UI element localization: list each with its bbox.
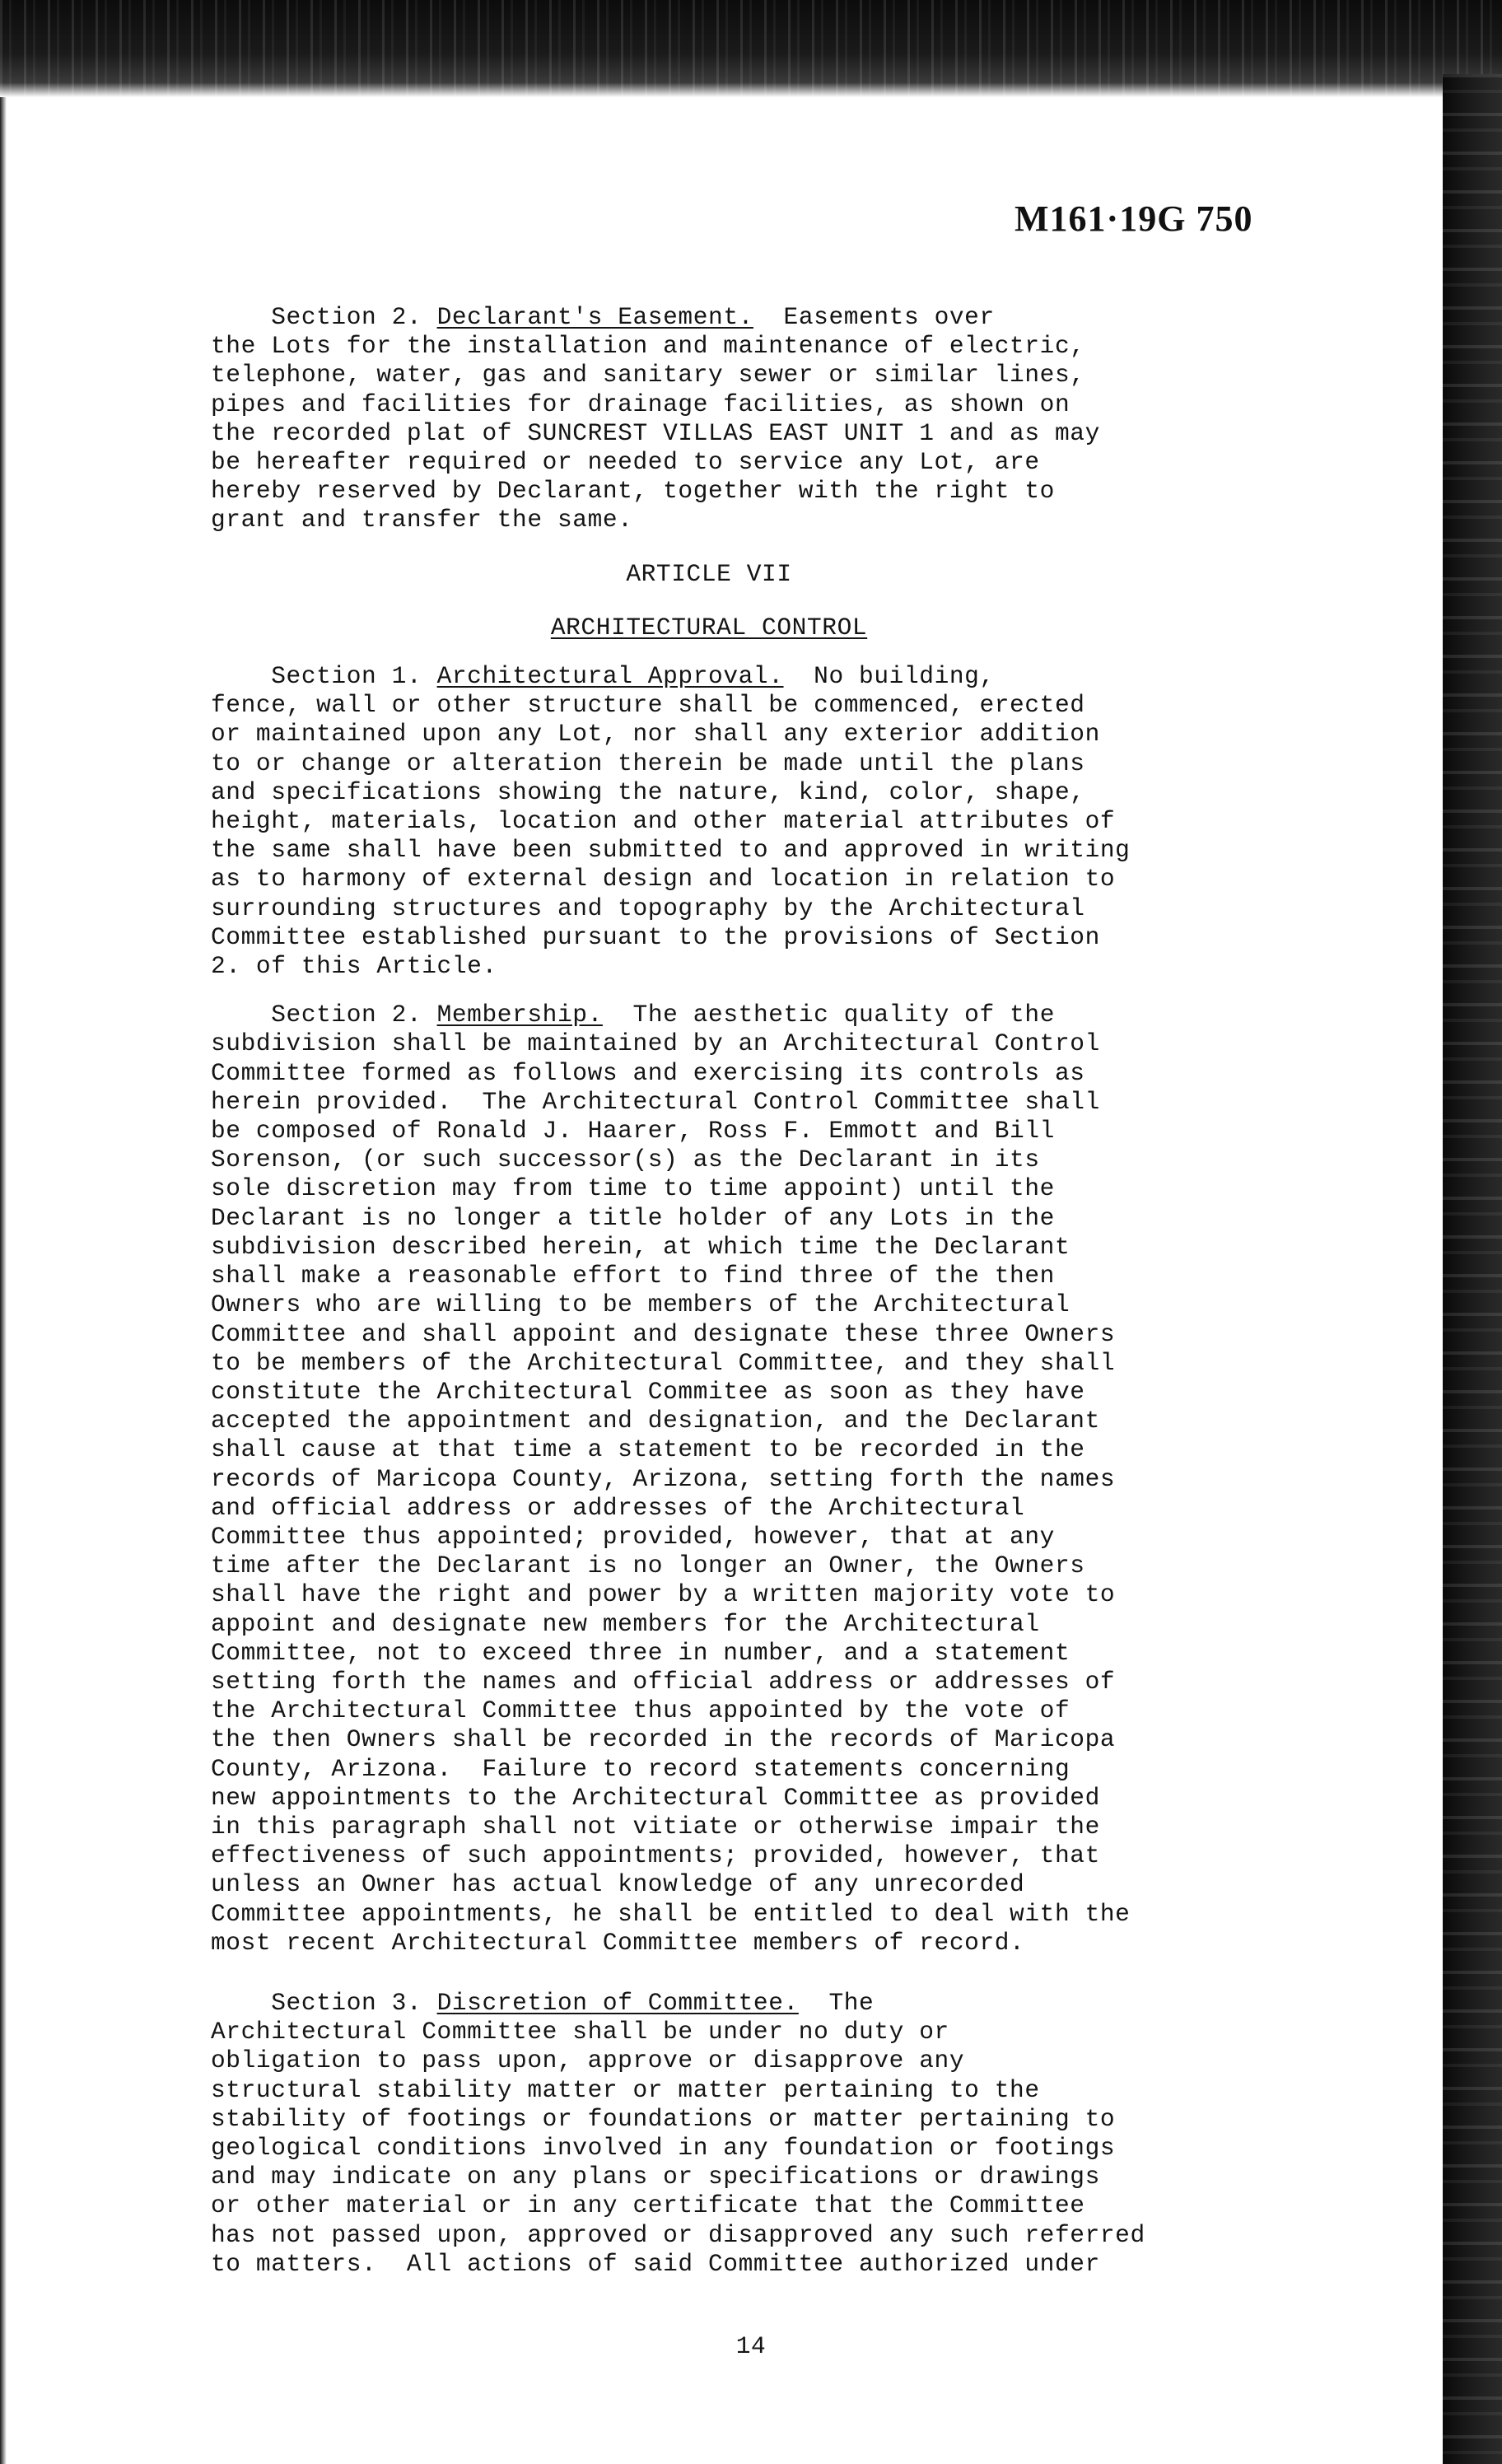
page-reference: 750	[1196, 198, 1253, 239]
section-title: Declarant's Easement.	[436, 303, 753, 331]
article-number: ARTICLE VII	[626, 559, 792, 588]
section-label: Section 2.	[271, 303, 422, 331]
page-number: 14	[735, 2332, 767, 2360]
section-label: Section 3.	[271, 1988, 422, 2017]
section-title: Architectural Approval.	[436, 662, 784, 691]
docket-prefix: M	[1015, 198, 1050, 239]
section-2-easement: Section 2. Declarant's Easement. Easements over the Lots for the installation and maintenance of electric, telephone, water, gas and sanitary sewer or similar lines, pipes and facilities for drainage facilities, as shown on the recorded plat of SUNCREST VILLAS EAST UNIT 1 and as may be hereafter required or needed to service any Lot, are hereby reserved by Declarant, together with the right to grant and transfer the same.	[211, 303, 1100, 534]
section-label: Section 2.	[271, 1001, 422, 1029]
scan-edge-left	[0, 97, 7, 2464]
scan-edge-right	[1443, 74, 1502, 2464]
document-body	[211, 303, 1281, 2279]
section-2-membership: Section 2. Membership. The aesthetic quality of the subdivision shall be maintained by an Architectural Control Committee formed as follows and exercising its controls as herein provided. The Architectural Control Committee shall be composed of Ronald J. Haarer, Ross F. Emmott and Bill Sorenson, (or such successor(s) as the Declarant in its sole discretion may from time to time appoint) until the Declarant is no longer a title holder of any Lots in the subdivision described herein, at which time the Declarant shall make a reasonable effort to find three of the then Owners who are willing to be members of the Architectural Committee and shall appoint and designate these three Owners to be members of the Architectural Committee, and they shall constitute the Architectural Commitee as soon as they have accepted the appointment and designation, and the Declarant shall cause at that time a statement to be recorded in the records of Maricopa County, Arizona, setting forth the names and official address or addresses of the Architectural Committee thus appointed; provided, however, that at any time after the Declarant is no longer an Owner, the Owners shall have the right and power by a written majority vote to appoint and designate new members for the Architectural Committee, not to exceed three in number, and a statement setting forth the names and official address or addresses of the Architectural Committee thus appointed by the vote of the then Owners shall be recorded in the records of Maricopa County, Arizona. Failure to record statements concerning new appointments to the Architectural Committee as provided in this paragraph shall not vitiate or otherwise impair the effectiveness of such appointments; provided, however, that unless an Owner has actual knowledge of any unrecorded Committee appointments, he shall be entitled to deal with the most recent Architectural Committee members of record.	[211, 1001, 1131, 1957]
section-title: Membership.	[436, 1001, 603, 1029]
article-title: ARCHITECTURAL CONTROL	[550, 613, 868, 642]
section-1-architectural-approval: Section 1. Architectural Approval. No building, fence, wall or other structure shall be commenced, erected or maintained upon any Lot, nor shall any exterior addition to or change or alteration therein be made until the plans and specifications showing the nature, kind, color, shape, height, materials, location and other material attributes of the same shall have been submitted to and approved in writing as to harmony of external design and location in relation to surrounding structures and topography by the Architectural Committee established pursuant to the provisions of Section 2. of this Article.	[211, 662, 1131, 981]
section-3-discretion-of-committee: Section 3. Discretion of Committee. The Architectural Committee shall be under no duty or obligation to pass upon, approve or disapprove any structural stability matter or matter pertaining to the stability of footings or foundations or matter pertaining to geological conditions involved in any foundation or footings and may indicate on any plans or specifications or drawings or other material or in any certificate that the Committee has not passed upon, approved or disapproved any such referred to matters. All actions of said Committee authorized under	[211, 1988, 1145, 2278]
section-title: Discretion of Committee.	[436, 1988, 799, 2017]
recording-stamp	[1015, 198, 1252, 240]
docket-number: 161·19	[1049, 198, 1158, 239]
section-label: Section 1.	[271, 662, 422, 691]
scan-edge-top	[0, 0, 1502, 97]
docket-suffix: G	[1157, 198, 1187, 239]
